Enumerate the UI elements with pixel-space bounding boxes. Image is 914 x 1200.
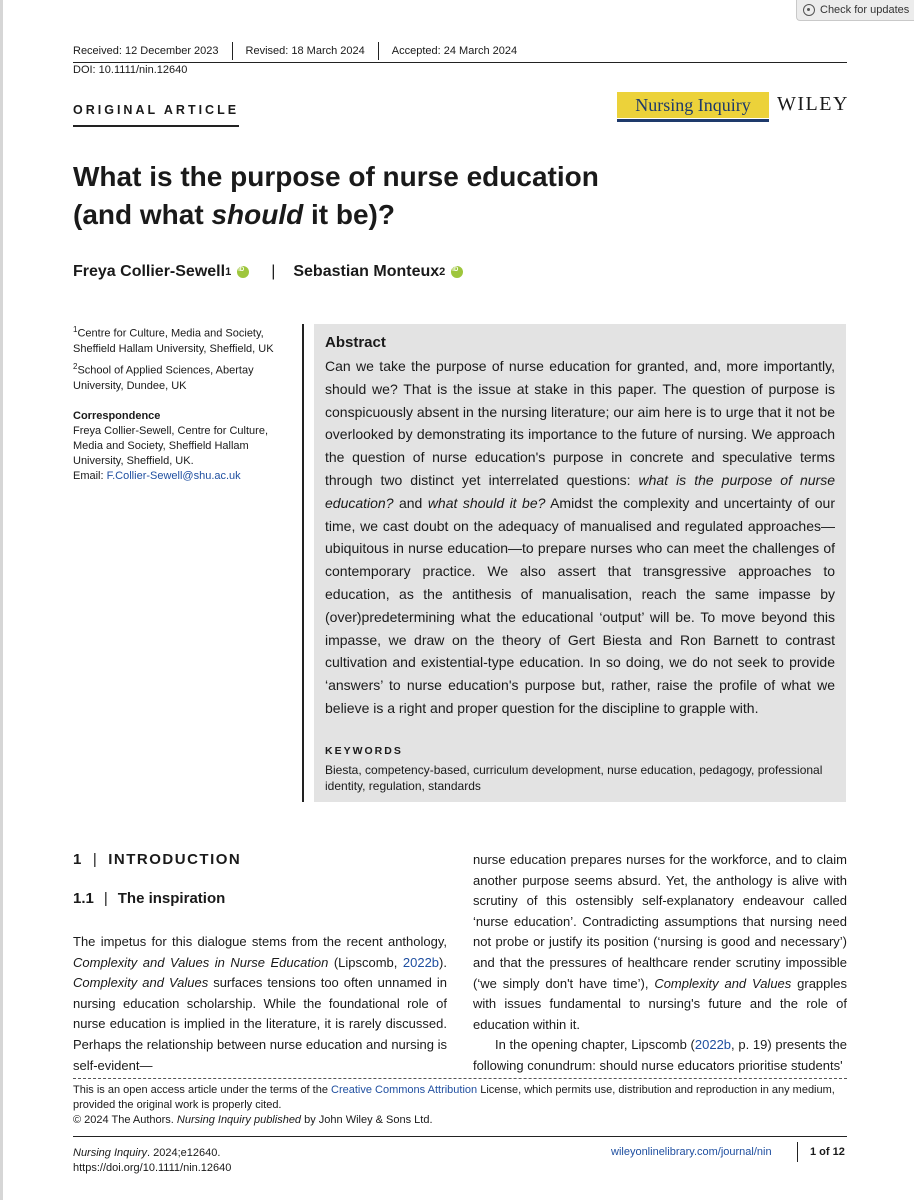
author-name[interactable]: Sebastian Monteux: [293, 263, 440, 280]
keywords-list: Biesta, competency-based, curriculum development, nurse education, pedagogy, professional identity, regulation, standards: [325, 763, 823, 793]
subsection-title: The inspiration: [117, 890, 226, 907]
license-notice: [73, 1083, 847, 1128]
copyright-journal: Nursing Inquiry published: [176, 1114, 302, 1126]
body-paragraph: [473, 1035, 847, 1076]
history-divider: [73, 62, 847, 63]
footer-citation: [73, 1146, 231, 1176]
section-number: 1: [73, 851, 83, 868]
journal-logo: [617, 92, 769, 118]
book-title: Complexity and Values: [73, 975, 209, 991]
doi: DOI: 10.1111/nin.12640: [73, 64, 188, 76]
subsection-heading-inspiration: [73, 890, 225, 907]
abstract-box: [314, 324, 846, 802]
copyright-text: © 2024 The Authors.: [73, 1114, 177, 1126]
page-edge: [0, 0, 3, 1200]
check-for-updates-button[interactable]: [796, 0, 914, 21]
article-history: [73, 40, 847, 62]
body-text: (Lipscomb,: [328, 954, 403, 970]
citation-link[interactable]: 2022b: [694, 1037, 732, 1053]
correspondence-text: Freya Collier-Sewell, Centre for Culture, Media and Society, Sheffield Hallam University, Sheffield, UK.: [73, 425, 269, 467]
abstract-part: Can we take the purpose of nurse education for granted, and, more importantly, should we? That is the issue at stake in this paper. The question of purpose is conspicuously absent in the nursing literature; our aim here is to urge that it not be overlooked by demonstrating its importance to the future of nursing. We approach the question of nurse education's purpose in concrete and speculative terms through two distinct yet interrelated questions:: [325, 358, 835, 488]
title-emphasis: should: [211, 199, 304, 230]
title-line-1: What is the purpose of nurse education: [73, 161, 599, 192]
received-date: Received: 12 December 2023: [73, 45, 219, 57]
orcid-icon[interactable]: [451, 266, 463, 278]
article-type: ORIGINAL ARTICLE: [73, 103, 239, 127]
copyright-text: by John Wiley & Sons Ltd.: [301, 1114, 433, 1126]
citation-link[interactable]: 2022b: [402, 954, 440, 970]
affiliation-number: 1: [73, 325, 78, 334]
title-line-2-post: it be)?: [303, 199, 395, 230]
footer-citation-text: . 2024;e12640.: [146, 1147, 221, 1159]
body-text: surfaces tensions too often unnamed in nursing education scholarship. While the foundational role of nurse education is implied in the literature, it is rarely discussed. Perhaps the relationship between nurse education and nursing is self-evident—: [73, 975, 447, 1073]
book-title: Complexity and Values: [654, 975, 792, 991]
affiliation-2: [73, 359, 283, 394]
journal-name: Nursing Inquiry: [635, 94, 751, 115]
body-text: nurse education prepares nurses for the workforce, and to claim another purpose seems absurd. Yet, the anthology is alive with scrutiny of this ostensibly self-explanatory endeavour called ‘nurse education’. Contradicting assumptions that nursing need not probe or justify its position (‘nursing is good and necessary’) and that the pressures of healthcare render scrutiny impossible (‘we simply don't have time’),: [473, 852, 847, 991]
body-paragraph: [473, 850, 847, 1035]
license-divider: [73, 1078, 847, 1079]
body-text: grapples with issues fundamental to nursing's future and the role of education within it.: [473, 975, 848, 1032]
orcid-icon[interactable]: [237, 266, 249, 278]
footer-divider: [73, 1136, 847, 1137]
footer-doi-url[interactable]: https://doi.org/10.1111/nin.12640: [73, 1162, 232, 1174]
title-line-2-pre: (and what: [73, 199, 212, 230]
creative-commons-link[interactable]: Creative Commons Attribution: [331, 1084, 478, 1096]
revised-date: Revised: 18 March 2024: [232, 42, 378, 60]
abstract-text: [325, 355, 835, 720]
accepted-date: Accepted: 24 March 2024: [378, 42, 530, 60]
author-name[interactable]: Freya Collier-Sewell: [73, 263, 226, 280]
article-title: [73, 158, 633, 234]
book-title: Complexity and Values in Nurse Education: [73, 954, 329, 970]
affiliation-1: [73, 322, 283, 357]
body-left-column: [73, 932, 447, 1076]
email-label: Email:: [73, 470, 107, 482]
abstract-part: and: [393, 494, 428, 511]
abstract-question: what should it be?: [427, 494, 546, 511]
email-link[interactable]: F.Collier-Sewell@shu.ac.uk: [106, 470, 241, 482]
abstract-rule: [302, 324, 304, 802]
section-heading-introduction: [73, 851, 241, 868]
body-text: ).: [439, 954, 447, 970]
author-list: [73, 263, 463, 281]
body-right-column: [473, 850, 847, 1077]
author-affiliation-number: 2: [439, 266, 446, 278]
page-number: 1 of 12: [797, 1142, 845, 1162]
publisher-logo: WILEY: [777, 93, 849, 115]
license-text: This is an open access article under the terms of the: [73, 1084, 332, 1096]
abstract-part: Amidst the complexity and uncertainty of our time, we cast doubt on the adequacy of manualised and regulated approaches—ubiquitous in nurse education—to prepare nurses who can meet the challenges of contemporary practice. We also assert that transgressive approaches to education, as the antithesis of manualisation, reach the same impasse by (over)predetermining what the educational ‘output’ will be. To move beyond this impasse, we draw on the theory of Gert Biesta and Ron Barnett to contrast cultivation and existential-type education. In so doing, we do not seek to provide ‘answers’ to nurse education's purpose but, rather, raise the profile of what we believe is a right and proper question for the discipline to grapple with.: [325, 494, 835, 716]
abstract-question: what is the purpose of nurse education?: [325, 471, 835, 511]
keywords-heading: KEYWORDS: [325, 745, 403, 757]
subsection-number: 1.1: [73, 890, 94, 907]
subsection-separator: |: [103, 890, 108, 907]
journal-site-link[interactable]: wileyonlinelibrary.com/journal/nin: [611, 1146, 772, 1158]
check-for-updates-label: Check for updates: [820, 4, 910, 16]
author-affiliation-number: 1: [225, 266, 232, 278]
affiliation-number: 2: [73, 362, 78, 371]
section-separator: |: [92, 851, 99, 868]
body-text: The impetus for this dialogue stems from the recent anthology,: [73, 934, 447, 949]
section-title: INTRODUCTION: [108, 851, 242, 868]
check-updates-icon: [803, 4, 815, 16]
abstract-heading: Abstract: [325, 334, 386, 351]
author-separator: |: [271, 263, 276, 280]
body-text: , p. 19) presents the following conundrum: should nurse educators prioritise students': [473, 1037, 848, 1073]
license-text: License, which permits use, distribution and reproduction in any medium, provided the original work is properly cited.: [73, 1084, 835, 1111]
footer-journal: Nursing Inquiry: [73, 1147, 147, 1159]
correspondence-heading: Correspondence: [73, 410, 161, 422]
affiliation-text: School of Applied Sciences, Abertay University, Dundee, UK: [73, 364, 254, 392]
correspondence: [73, 409, 283, 484]
journal-logo-rule: [617, 119, 769, 122]
body-text: In the opening chapter, Lipscomb (: [495, 1037, 695, 1053]
affiliation-text: Centre for Culture, Media and Society, Sheffield Hallam University, Sheffield, UK: [73, 327, 274, 355]
